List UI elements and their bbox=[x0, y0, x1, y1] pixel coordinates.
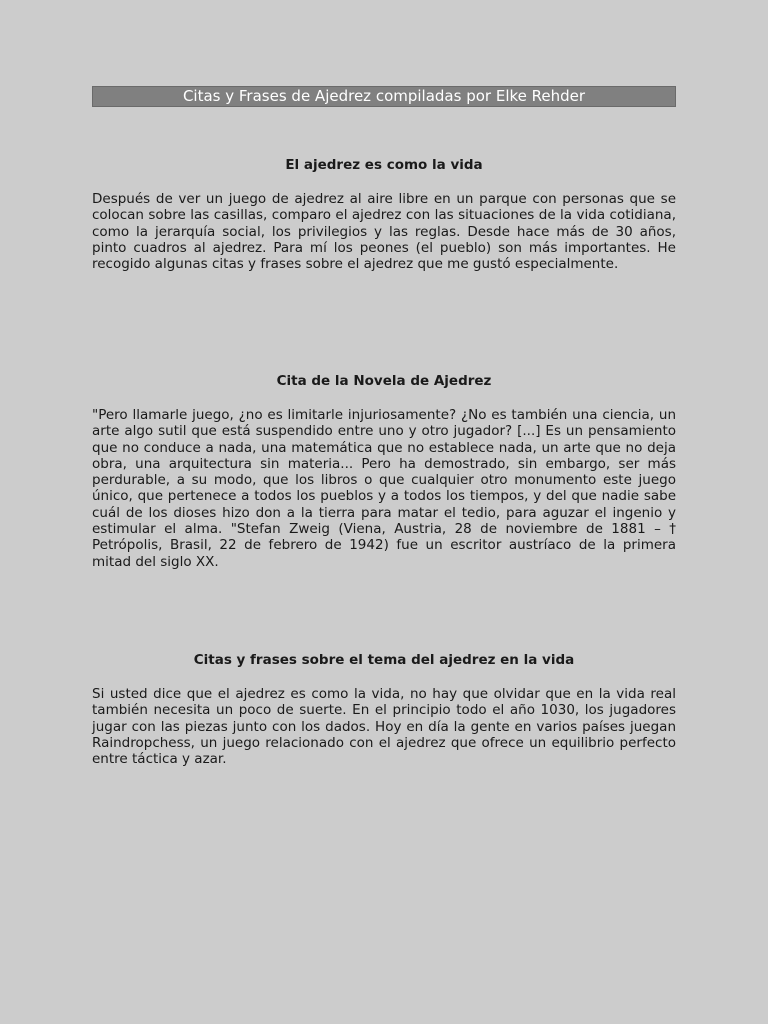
section-ajedrez-como-la-vida bbox=[92, 156, 676, 272]
section-paragraph: Si usted dice que el ajedrez es como la vida, no hay que olvidar que en la vida real también necesita un poco de suerte. En el principio todo el año 1030, los jugadores jugar con las piezas junto con los dados. Hoy en día la gente en varios países juegan Raindropchess, un juego relacionado con el ajedrez que ofrece un equilibrio perfecto entre táctica y azar. bbox=[92, 686, 676, 768]
section-heading: Citas y frases sobre el tema del ajedrez en la vida bbox=[193, 652, 575, 668]
section-heading: Cita de la Novela de Ajedrez bbox=[276, 373, 492, 389]
section-cita-novela-ajedrez bbox=[92, 372, 676, 570]
section-paragraph: "Pero llamarle juego, ¿no es limitarle injuriosamente? ¿No es también una ciencia, un arte algo sutil que está suspendido entre uno y otro jugador? [...] Es un pensamiento que no conduce a nada, una matemática que no establece nada, un arte que no deja obra, una arquitectura sin materia... Pero ha demostrado, sin embargo, ser más perdurable, a su modo, que los libros o que cualquier otro monumento este juego único, que pertenece a todos los pueblos y a todos los tiempos, y del que nadie sabe cuál de los dioses hizo don a la tierra para matar el tedio, para aguzar el ingenio y estimular el alma. "Stefan Zweig (Viena, Austria, 28 de noviembre de 1881 – † Petrópolis, Brasil, 22 de febrero de 1942) fue un escritor austríaco de la primera mitad del siglo XX. bbox=[92, 407, 676, 570]
section-heading: El ajedrez es como la vida bbox=[285, 157, 483, 173]
section-citas-ajedrez-en-la-vida bbox=[92, 651, 676, 767]
document-title-bar: Citas y Frases de Ajedrez compiladas por Elke Rehder bbox=[92, 86, 676, 107]
section-paragraph: Después de ver un juego de ajedrez al aire libre en un parque con personas que se colocan sobre las casillas, comparo el ajedrez con las situaciones de la vida cotidiana, como la jerarquía social, los privilegios y las reglas. Desde hace más de 30 años, pinto cuadros al ajedrez. Para mí los peones (el pueblo) son más importantes. He recogido algunas citas y frases sobre el ajedrez que me gustó especialmente. bbox=[92, 191, 676, 273]
